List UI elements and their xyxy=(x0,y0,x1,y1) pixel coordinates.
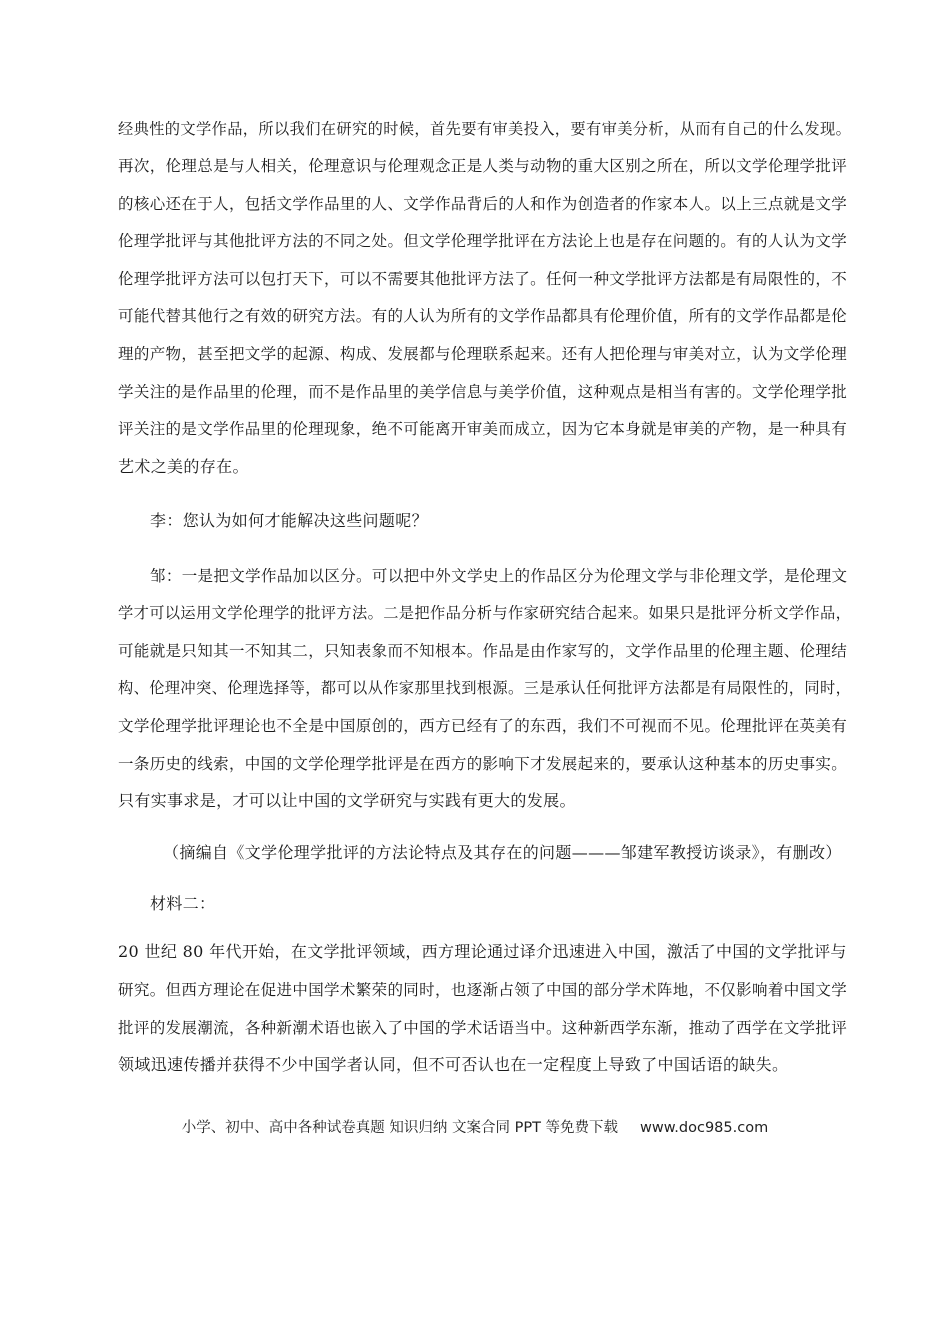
paragraph-1-line: 经典性的文学作品，所以我们在研究的时候，首先要有审美投入，要有审美分析，从而有自己的什么发现。 xyxy=(118,120,852,138)
material-label: 材料二： xyxy=(150,894,216,913)
paragraph-2-line: 只有实事求是，才可以让中国的文学研究与实践有更大的发展。 xyxy=(118,791,576,810)
paragraph-1-line: 伦理学批评方法可以包打天下，可以不需要其他批评方法了。任何一种文学批评方法都是有局限性的，不 xyxy=(118,270,848,288)
paragraph-1-line: 理的产物，甚至把文学的起源、构成、发展都与伦理联系起来。还有人把伦理与审美对立，认为文学伦理 xyxy=(118,345,848,363)
source-citation: （摘编自《文学伦理学批评的方法论特点及其存在的问题———邹建军教授访谈录》，有删改） xyxy=(163,843,842,862)
paragraph-3-line: 领域迅速传播并获得不少中国学者认同，但不可否认也在一定程度上导致了中国话语的缺失。 xyxy=(118,1055,789,1074)
paragraph-1-line: 评关注的是文学作品里的伦理现象，绝不可能离开审美而成立，因为它本身就是审美的产物，是一种具有 xyxy=(118,420,848,438)
paragraph-1-line: 的核心还在于人，包括文学作品里的人、文学作品背后的人和作为创造者的作家本人。以上三点就是文学 xyxy=(118,195,848,213)
paragraph-3-line: 20 世纪 80 年代开始，在文学批评领域，西方理论通过译介迅速进入中国，激活了中国的文学批评与 xyxy=(118,942,847,961)
page-footer xyxy=(0,1116,950,1137)
footer-url[interactable]: www.doc985.com xyxy=(640,1120,769,1136)
paragraph-3-line: 批评的发展潮流，各种新潮术语也嵌入了中国的学术话语当中。这种新西学东渐，推动了西学在文学批评 xyxy=(118,1019,848,1037)
paragraph-2-line: 邹：一是把文学作品加以区分。可以把中外文学史上的作品区分为伦理文学与非伦理文学，是伦理文 xyxy=(150,567,848,585)
paragraph-2-line: 一条历史的线索，中国的文学伦理学批评是在西方的影响下才发展起来的，要承认这种基本的历史事实。 xyxy=(118,755,848,773)
paragraph-2-line: 文学伦理学批评理论也不全是中国原创的，西方已经有了的东西，我们不可视而不见。伦理批评在英美有 xyxy=(118,717,848,735)
interview-question: 李：您认为如何才能解决这些问题呢？ xyxy=(150,511,428,530)
footer-text: 小学、初中、高中各种试卷真题 知识归纳 文案合同 PPT 等免费下载 xyxy=(181,1120,619,1136)
paragraph-1-line: 学关注的是作品里的伦理，而不是作品里的美学信息与美学价值，这种观点是相当有害的。文学伦理学批 xyxy=(118,383,848,401)
paragraph-2-line: 构、伦理冲突、伦理选择等，都可以从作家那里找到根源。三是承认任何批评方法都是有局限性的，同时， xyxy=(118,679,852,697)
paragraph-1-line: 艺术之美的存在。 xyxy=(118,457,249,476)
paragraph-3-line: 研究。但西方理论在促进中国学术繁荣的同时，也逐渐占领了中国的部分学术阵地，不仅影响着中国文学 xyxy=(118,981,848,999)
paragraph-1-line: 再次，伦理总是与人相关，伦理意识与伦理观念正是人类与动物的重大区别之所在，所以文学伦理学批评 xyxy=(118,157,848,175)
paragraph-2-line: 学才可以运用文学伦理学的批评方法。二是把作品分析与作家研究结合起来。如果只是批评分析文学作品， xyxy=(118,604,852,622)
paragraph-1-line: 可能代替其他行之有效的研究方法。有的人认为所有的文学作品都具有伦理价值，所有的文学作品都是伦 xyxy=(118,307,848,325)
paragraph-2-line: 可能就是只知其一不知其二，只知表象而不知根本。作品是由作家写的，文学作品里的伦理主题、伦理结 xyxy=(118,642,848,660)
paragraph-1-line: 伦理学批评与其他批评方法的不同之处。但文学伦理学批评在方法论上也是存在问题的。有的人认为文学 xyxy=(118,232,848,250)
